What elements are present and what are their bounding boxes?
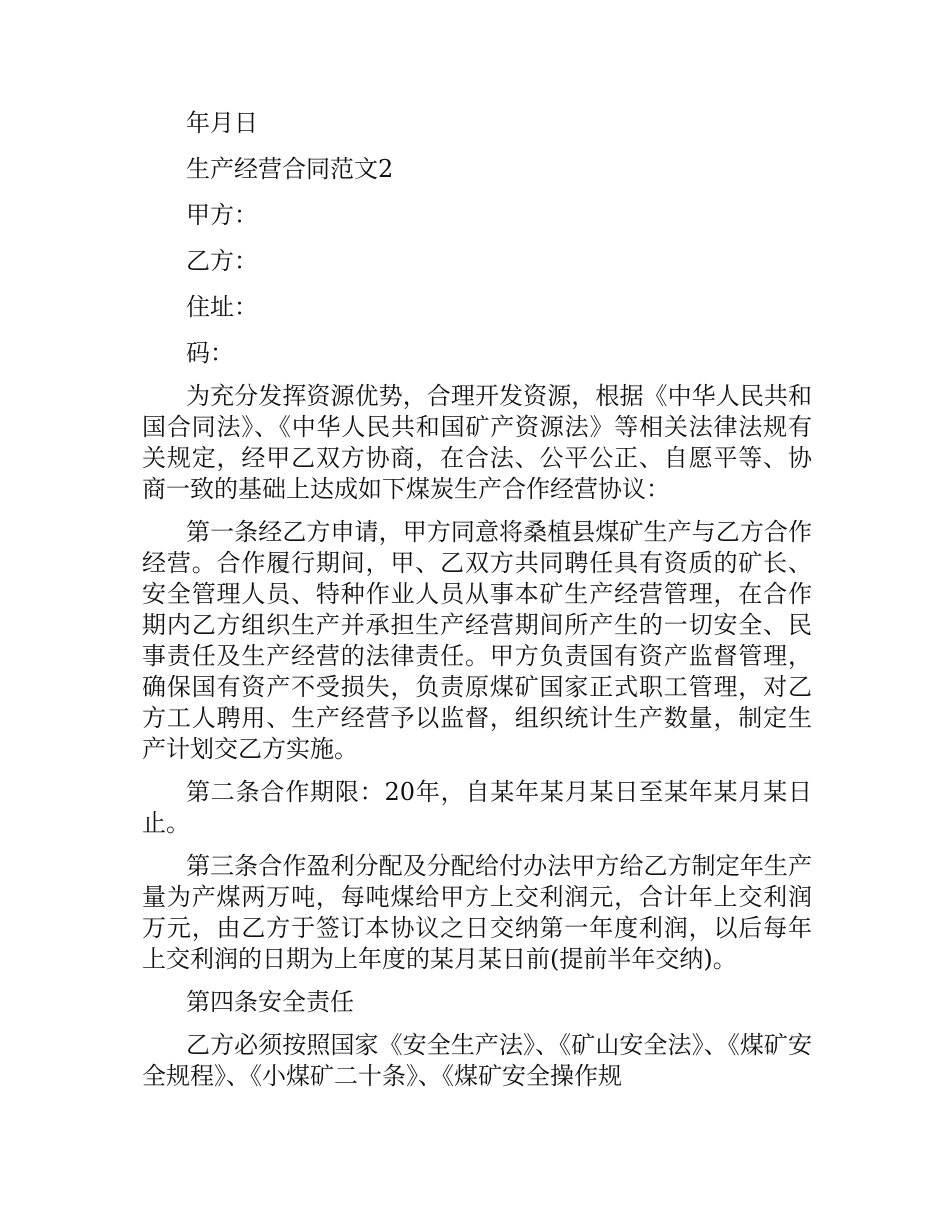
party-b-line: 乙方： [186,247,258,275]
document-title: 生产经营合同范文2 [186,155,394,183]
article-four-heading: 第四条安全责任 [186,988,354,1016]
safety-paragraph: 乙方必须按照国家《安全生产法》、《矿山安全法》、《煤矿安全规程》、《小煤矿二十条》、《煤矿安全操作规 [142,1031,812,1090]
article-one-paragraph: 第一条经乙方申请，甲方同意将桑植县煤矿生产与乙方合作经营。合作履行期间，甲、乙双方共同聘任具有资质的矿长、安全管理人员、特种作业人员从事本矿生产经营管理，在合作期内乙方组织生产并承担生产经营期间所产生的一切安全、民事责任及生产经营的法律责任。甲方负责国有资产监督管理，确保国有资产不受损失，负责原煤矿国家正式职工管理，对乙方工人聘用、生产经营予以监督，组织统计生产数量，制定生产计划交乙方实施。 [142,518,812,763]
document-body [142,108,812,1092]
article-three-paragraph: 第三条合作盈利分配及分配给付办法甲方给乙方制定年生产量为产煤两万吨，每吨煤给甲方上交利润元，合计年上交利润万元，由乙方于签订本协议之日交纳第一年度利润，以后每年上交利润的日期为上年度的某月某日前(提前半年交纳)。 [142,852,812,973]
preamble-paragraph: 为充分发挥资源优势，合理开发资源，根据《中华人民共和国合同法》、《中华人民共和国矿产资源法》等相关法律法规有关规定，经甲乙双方协商，在合法、公平公正、自愿平等、协商一致的基础上达成如下煤炭生产合作经营协议： [142,382,812,503]
code-line: 码： [186,339,234,367]
party-a-line: 甲方： [186,201,258,229]
article-two-paragraph: 第二条合作期限：20年，自某年某月某日至某年某月某日止。 [142,778,812,837]
date-line: 年月日 [186,109,258,137]
address-line: 住址： [186,293,258,321]
